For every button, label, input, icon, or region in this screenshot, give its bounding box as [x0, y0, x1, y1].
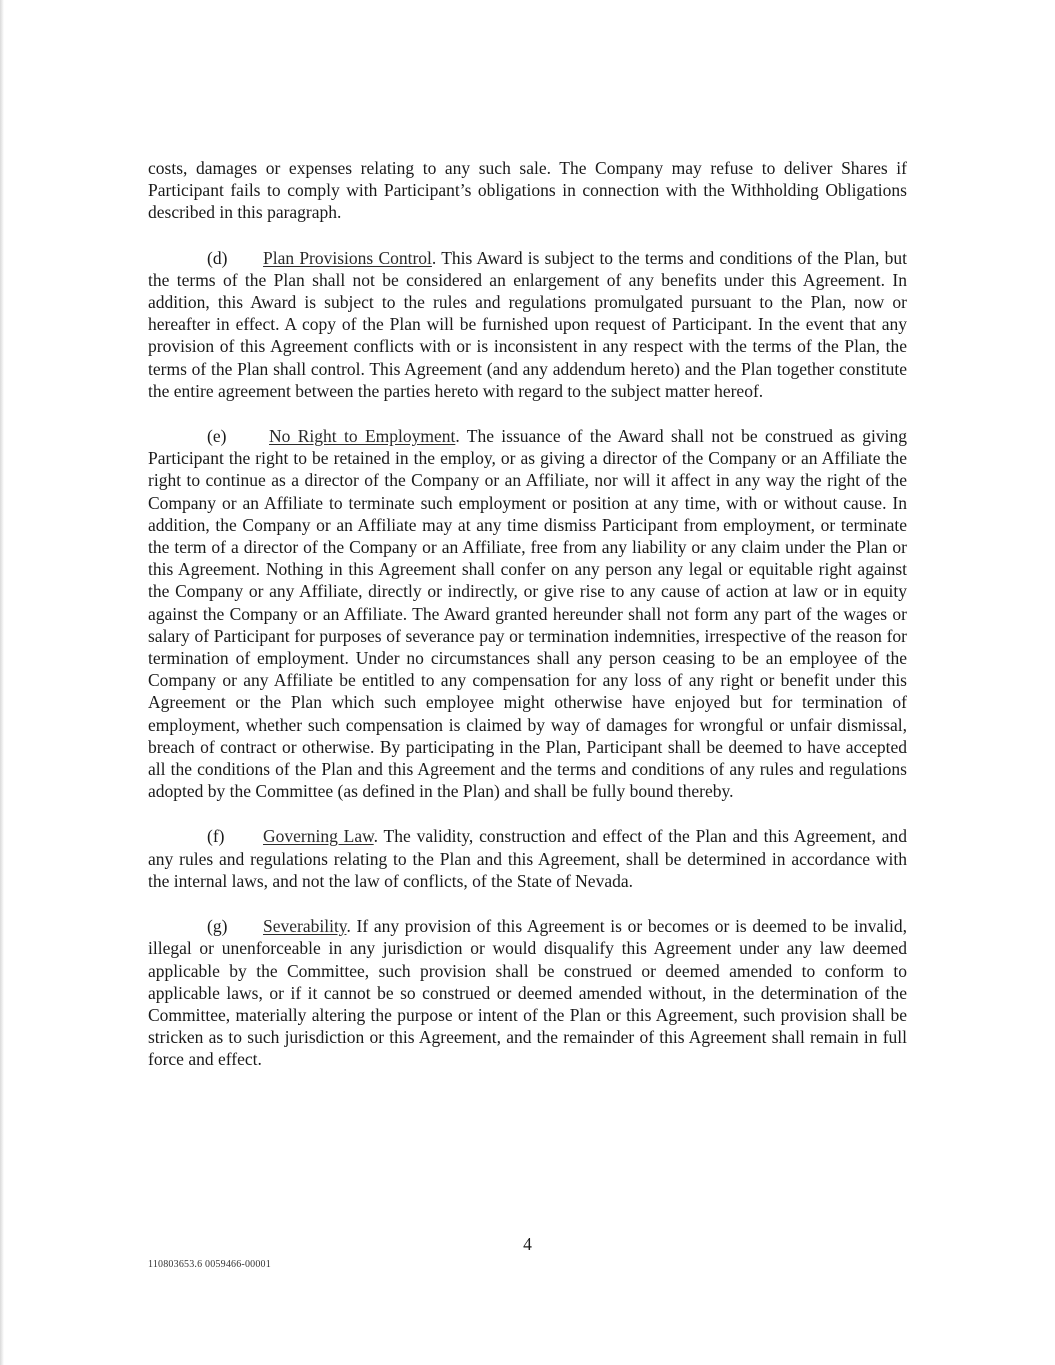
section-d-label: (d)	[207, 247, 228, 268]
section-g-body: . If any provision of this Agreement is or becomes or is deemed to be invalid, illegal or unenforceable in any jurisdiction or would disqualify this Agreement under any law deemed applicable by the Committee, such provision shall be construed or deemed amended to conform to applicable laws, or if it cannot be so construed or deemed amended without, in the determination of the Committee, materially altering the purpose or intent of the Plan or this Agreement, such provision shall be stricken as to such jurisdiction or this Agreement, and the remainder of this Agreement shall remain in full force and effect.	[148, 916, 907, 1070]
section-e-body: . The issuance of the Award shall not be construed as giving Participant the right to be retained in the employ, or as giving a director of the Company or an Affiliate the right to continue as a director of the Company or an Affiliate, nor will it affect in any way the right of the Company or an Affiliate to terminate such employment or position at any time, with or without cause. In addition, the Company or an Affiliate may at any time dismiss Participant from employment, or terminate the term of a director of the Company or an Affiliate, free from any liability or any claim under the Plan or this Agreement. Nothing in this Agreement shall confer on any person any legal or equitable right against the Company or any Affiliate, directly or indirectly, or give rise to any cause of action at law or in equity against the Company or an Affiliate. The Award granted hereunder shall not form any part of the wages or salary of Participant for purposes of severance pay or termination indemnities, irrespective of the reason for termination of employment. Under no circumstances shall any person ceasing to be an employee of the Company or any Affiliate be entitled to any compensation for any loss of any right or benefit under this Agreement or the Plan which such employee might otherwise have enjoyed but for termination of employment, whether such compensation is claimed by way of damages for wrongful or unfair dismissal, breach of contract or otherwise. By participating in the Plan, Participant shall be deemed to have accepted all the conditions of the Plan and this Agreement and the terms and conditions of any rules and regulations adopted by the Committee (as defined in the Plan) and shall be fully bound thereby.	[148, 426, 907, 802]
section-g-paragraph	[148, 915, 907, 1070]
section-e-heading: No Right to Employment	[269, 426, 456, 447]
intro-paragraph: costs, damages or expenses relating to any such sale. The Company may refuse to deliver Shares if Participant fails to comply with Participant’s obligations in connection with the Withholding Obligations described in this paragraph.	[148, 158, 907, 223]
section-d-body: . This Award is subject to the terms and conditions of the Plan, but the terms of the Plan shall not be considered an enlargement of any benefits under this Agreement. In addition, this Award is subject to the rules and regulations promulgated pursuant to the Plan, now or hereafter in effect. A copy of the Plan will be furnished upon request of Participant. In the event that any provision of this Agreement conflicts with or is inconsistent in any respect with the terms of the Plan, the terms of the Plan shall control. This Agreement (and any addendum hereto) and the Plan together constitute the entire agreement between the parties hereto with regard to the subject matter hereof.	[148, 247, 907, 401]
page-number: 4	[523, 1234, 532, 1254]
section-d-heading: Plan Provisions Control	[263, 247, 432, 268]
document-id-footer: 110803653.6 0059466-00001	[148, 1259, 271, 1270]
section-e-paragraph	[148, 425, 907, 802]
section-f-paragraph	[148, 825, 907, 892]
section-f-label: (f)	[207, 826, 225, 847]
section-e-label: (e)	[207, 426, 227, 447]
section-g-heading: Severability	[263, 916, 347, 937]
section-f-body: . The validity, construction and effect of the Plan and this Agreement, and any rules and regulations relating to the Plan and this Agreement, shall be determined in accordance with the internal laws, and not the law of conflicts, of the State of Nevada.	[148, 826, 907, 891]
section-d-paragraph	[148, 247, 907, 402]
section-g-label: (g)	[207, 916, 228, 937]
page-edge-shadow	[0, 0, 4, 1365]
document-body	[148, 157, 907, 1094]
section-f-heading: Governing Law	[263, 826, 374, 847]
